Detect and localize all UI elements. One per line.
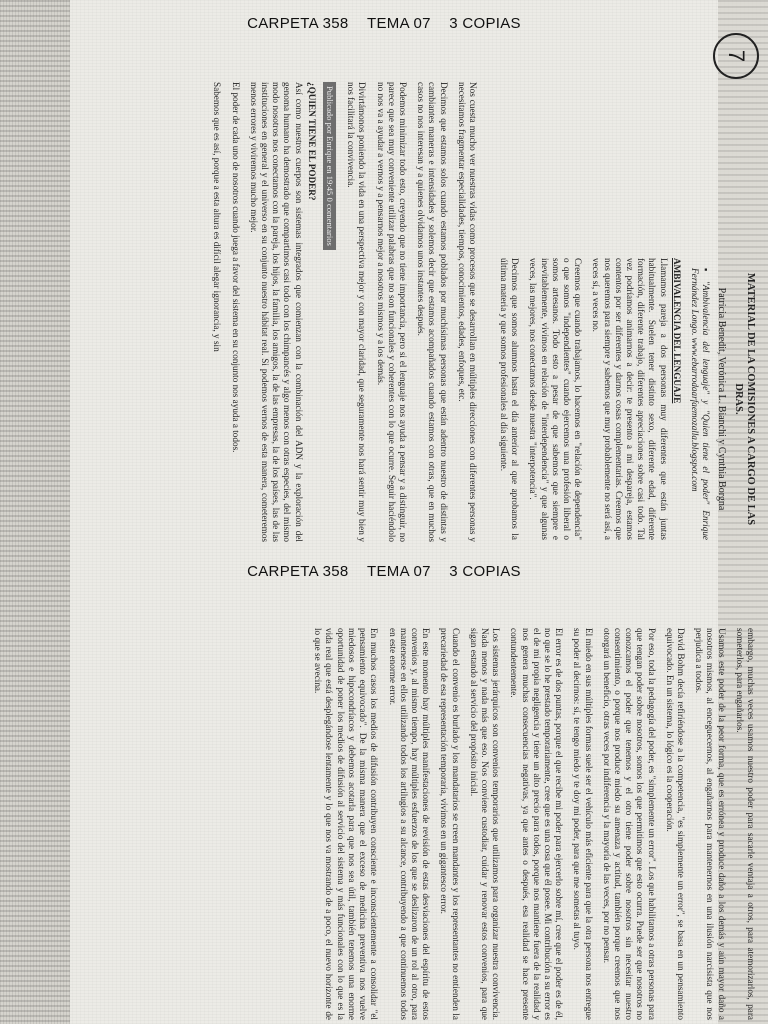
paragraph: embargo, muchas veces usamos nuestro poder para sacarle ventaja a otros, para atemorizarlos, para someterlos, para engañarlos. <box>734 628 756 1020</box>
top-column-2 <box>58 82 478 542</box>
tema-label: TEMA 07 <box>367 563 431 580</box>
copias-label: 3 COPIAS <box>449 15 521 32</box>
source-bullet: ▪ "Ambivalencia del lenguaje" y "Quien tiene el poder" Enrique Fernández Longo. www.ebarrodaarfaemozalla.blogspot.com <box>689 268 711 540</box>
copias-label: 3 COPIAS <box>449 563 521 580</box>
bottom-column <box>66 628 756 1020</box>
paragraph: El error es de dos puntas, porque el que recibe mi poder para ejercerlo sobre mí, cree que el poder es de él, no que se lo he prestado temporariamente, cree que es una cosa que él posee. Mi contribución a su error es el de mi propia negligencia y tiene un alto precio para todos, porque nos mantiene fuera de la realidad y nos genera muchas consecuencias negativas, ya que antes o después, esa realidad se hace presente contundentemente. <box>509 628 565 1020</box>
paragraph: Creemos que cuando trabajamos, lo hacemos en "relación de dependencia" o que somos "independientes" cuando ejercemos una profesión liberal o somos artesanos. Todo esto a pesar de que sabemos que siempre e inevitablemente, vivimos en relación de "interdependencia" y que algunas veces, las mejores, nos conectamos desde nuestra "interpotencia". <box>528 258 584 540</box>
carpeta-label: CARPETA 358 <box>247 15 349 32</box>
paragraph: Sabemos que es así, porque a esta altura es difícil alegar ignorancia, y sin <box>212 82 223 352</box>
document-title: MATERIAL DE LA COMISIONES A CARGO DE LAS DRAS. <box>732 272 756 526</box>
page-number-circle: 7 <box>713 33 759 79</box>
paragraph: Llamamos pareja a dos personas muy diferentes que están juntas habitualmente. Suelen tener distinto sexo, diferente edad, diferente formación, diferente trabajo, diferentes apreciaciones sobre casi todo. Tal vez podríamos animarnos a decir: te presento a mi despareja, estamos contentos por ser diferentes y darnos cosas complementarias. Creemos que nos queremos para siempre y sabemos que muy probablemente no será así, a veces sí, a veces no. <box>591 258 669 540</box>
page-header-top <box>0 15 768 32</box>
paragraph: Decimos que somos alumnos hasta el día anterior al que aprobamos la última materia y que somos profesionales al día siguiente. <box>498 258 521 540</box>
paragraph: Divirtámonos poniendo la vida en una perspectiva mejor y con mayor claridad, que seguramente nos hará sentir muy bien y nos facilitará la convivencia. <box>346 82 368 542</box>
carpeta-label: CARPETA 358 <box>247 563 349 580</box>
paragraph: En este momento hay múltiples manifestaciones de revisión de estas desviaciones del espíritu de estos convenios y, al mismo tiempo, hay múltiples esfuerzos de los que se deslizaron de un rol al otro, para mantenerse en ellos utilizando todos los artilugios a su alcance, contribuyendo a que continuemos todos en este enorme error. <box>387 628 432 1020</box>
document-authors: Patricia Benedit, Verónica L. Bianchi y Cynthia Borgna <box>716 287 728 511</box>
paragraph: Decimos que estamos solos cuando estamos poblados por muchísimas personas que están adentro nuestro de distintas y cambiantes maneras e intensidades y solemos decir que estamos acompañados cuando estamos con otras, que en muchos casos no nos interesan y a quienes olvidamos unos instantes después. <box>416 82 449 542</box>
paragraph: El miedo en sus múltiples formas suele ser el vehículo más eficiente para que la otra persona nos entregue su poder al decirnos: sí, te tengo miedo y te doy mi poder, para que me sometas al tuyo. <box>572 628 594 1020</box>
paragraph: El poder de cada uno de nosotros cuando juega a favor del sistema en su conjunto nos ayuda a todos. <box>230 82 241 453</box>
paragraph: Cuando el convenio es burlado y los mandatarios se creen mandantes y los representantes no entienden la precariedad de esa representación temporaria, vivimos en un gigantesco error. <box>439 628 461 1020</box>
tema-label: TEMA 07 <box>367 15 431 32</box>
paragraph: Por eso, toda la pedagogía del poder, es "simplemente un error". Los que habilitamos a otras personas para que tengan poder sobre nosotros, somos los que permitimos que esto ocurra. Puede ser que nosotros no conozcamos el poder que tenemos y el otro tiene poder sobre nosotros sin necesitar nuestro consentimiento, o porque nos produce miedo su amenaza y actitud, también porque creemos que nos otorgará un beneficio, otras veces por indiferencia y la mayoría de las veces, por no pensar. <box>601 628 657 1020</box>
paragraph: Usamos este poder de la peor forma, que es errónea y produce daño a los demás y aún mayor daño a nosotros mismos, al enceguecernos, al engañarnos para mantenernos en una ilusión narcisista que nos perjudica a todos. <box>694 628 727 1020</box>
page-header-bottom <box>0 563 768 580</box>
paragraph: David Bohm decía refiriéndose a la competencia, "es simplemente un error", se basa en un pensamiento equivocado. En un sistema, lo lógico es la cooperación. <box>664 628 686 1020</box>
paragraph: Podemos minimizar todo esto, creyendo que no tiene importancia, pero si el lenguaje nos ayuda a pensar y a distinguir, no parece que sea muy conveniente utilizar palabras que no son funcionales y coherentes con lo que ocurre. Seguir haciéndolo no nos va a ayudar a vernos y a pensarnos mejor a nosotros mismos y a los demás. <box>375 82 408 542</box>
paragraph: En muchos casos los medios de difusión contribuyen consciente e inconscientemente a consolidar "el pensamiento equivocado". De la misma manera que el exceso de medicina preventiva nos vuelve miedosos e hipocondríacos y debemos acotarla para que nos sea útil, también tenemos una enorme oportunidad de poner los medios de difusión al servicio del sistema y más funcionales con lo que es la vida real que está desplegándose lentamente y lo que nos va mostrando de a poco, el nuevo horizonte de lo que se avecina. <box>313 628 380 1020</box>
paragraph: Nos cuesta mucho ver nuestras vidas como procesos que se desarrollan en múltiples direcciones con diferentes personas y necesitamos fragmentar especialidades, tiempos, conocimientos, edades, enfoques, etc. <box>456 82 478 542</box>
heading-ambivalencia: AMBIVALENCIA DEL LENGUAJE <box>671 258 682 404</box>
paragraph: Los sistemas jerárquicos son convenios temporarios que utilizamos para organizar nuestra convivencia. Nada menos y nada más que eso. Nos conviene custodiar, cuidar y renovar estos convenios, para que sigan estando al servicio del propósito inicial. <box>468 628 502 1020</box>
heading-poder: ¿QUIEN TIENE EL PODER? <box>306 82 317 201</box>
published-by-tag: Publicado por Enrique en 19:45 0 comentarios <box>323 82 336 250</box>
paragraph: Así como nuestros cuerpos son sistemas integrados que comienzan con la combinación del ADN y la exploración del genoma humano ha demostrado que compartimos casi todo con los chimpancés y algo menos con otras especies, del mismo modo nosotros nos conectamos con la pareja, los hijos, la familia, los amigos, la de las empresas, la de los países, las de las instituciones en general y el universo en su conjunto nuestro hábitat real. Si podemos vernos de esta manera, cometeremos menos errores y viviremos mucho mejor. <box>248 82 304 542</box>
